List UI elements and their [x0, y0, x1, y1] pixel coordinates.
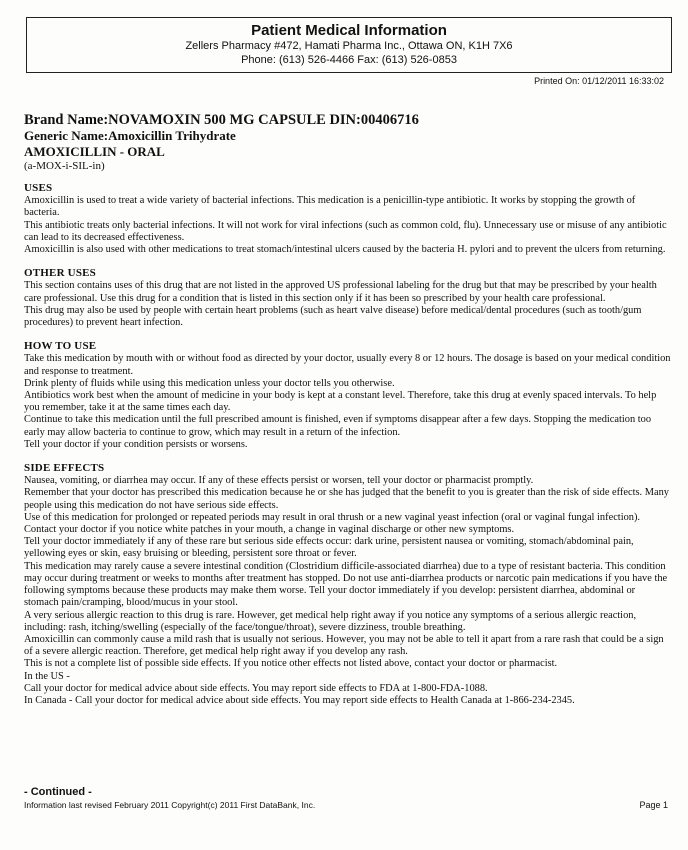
- paragraph: Use of this medication for prolonged or repeated periods may result in oral thrush or a new vaginal yeast infection (oral or vaginal fungal infection). Contact your doctor if you notice white patches in your mouth, a change in vaginal discharge or other new symptoms.: [24, 511, 641, 536]
- paragraph: In the US -: [24, 670, 70, 682]
- paragraph: Nausea, vomiting, or diarrhea may occur. If any of these effects persist or worsen, tell your doctor or pharmacist promptly.: [24, 475, 534, 487]
- generic-name: Generic Name:Amoxicillin Trihydrate: [24, 128, 236, 143]
- section-heading: OTHER USES: [24, 267, 96, 280]
- document-title: Patient Medical Information: [251, 22, 447, 39]
- drug-info: [24, 112, 664, 173]
- paragraph: This is not a complete list of possible side effects. If you notice other effects not listed above, contact your doctor or pharmacist.: [24, 658, 558, 670]
- pharmacy-phone: Phone: (613) 526-4466 Fax: (613) 526-0853: [241, 54, 457, 66]
- section-heading: USES: [24, 182, 53, 194]
- page-number: Page 1: [639, 800, 668, 810]
- paragraph: This medication may rarely cause a severe intestinal condition (Clostridium difficile-associated diarrhea) due to a type of resistant bacteria. This condition may occur during treatment or weeks to months after treatment has stopped. Do not use anti-diarrhea products or narcotic pain medications if you have the following symptoms because these products may make them worse. Tell your doctor immediately if you develop: persistent diarrhea, abdominal or stomach pain/cramping, blood/mucus in your stool.: [24, 560, 668, 609]
- header-box: [26, 17, 672, 73]
- pharmacy-address: Zellers Pharmacy #472, Hamati Pharma Inc., Ottawa ON, K1H 7X6: [185, 40, 513, 52]
- paragraph: This drug may also be used by people with certain heart problems (such as heart valve disease) before medical/dental procedures (such as tooth/gum procedures) to prevent heart infection.: [24, 304, 642, 329]
- section-other-uses: [24, 267, 672, 329]
- section-side-effects: [24, 462, 672, 707]
- drug-title: AMOXICILLIN - ORAL: [24, 144, 165, 159]
- paragraph: Antibiotics work best when the amount of medicine in your body is kept at a constant level. Therefore, take this drug at evenly spaced intervals. To help you remember, take it at the same times each day.: [24, 390, 657, 414]
- section-heading: HOW TO USE: [24, 340, 97, 353]
- paragraph: Call your doctor for medical advice about side effects. You may report side effects to FDA at 1-800-FDA-1088.: [24, 682, 488, 694]
- paragraph: Amoxicillin is used to treat a wide variety of bacterial infections. This medication is a penicillin-type antibiotic. It works by stopping the growth of bacteria.: [24, 195, 636, 219]
- section-heading: SIDE EFFECTS: [24, 462, 105, 475]
- paragraph: In Canada - Call your doctor for medical advice about side effects. You may report side effects to Health Canada at 1-866-234-2345.: [24, 694, 575, 706]
- document-body: [24, 182, 672, 718]
- brand-name: Brand Name:NOVAMOXIN 500 MG CAPSULE DIN:00406716: [24, 112, 419, 128]
- continued-label: - Continued -: [24, 786, 92, 798]
- paragraph: A very serious allergic reaction to this drug is rare. However, get medical help right away if you notice any symptoms of a serious allergic reaction, including: rash, itching/swelling (especially of the face/tongue/throat), severe dizziness, trouble breathing.: [24, 609, 637, 633]
- paragraph: This section contains uses of this drug that are not listed in the approved US professional labeling for the drug but that may be prescribed by your health care professional. Use this drug for a condition that is listed in this section only if it has been so prescribed by your health care professional.: [24, 280, 657, 304]
- pronunciation: (a-MOX-i-SIL-in): [24, 160, 105, 172]
- paragraph: Tell your doctor if your condition persists or worsens.: [24, 438, 248, 450]
- paragraph: Amoxicillin can commonly cause a mild rash that is usually not serious. However, you may not be able to tell it apart from a rare rash that could be a sign of a severe allergic reaction. Therefore, get medical help right away if you develop any rash.: [24, 633, 664, 658]
- paragraph: Drink plenty of fluids while using this medication unless your doctor tells you otherwise.: [24, 377, 395, 389]
- paragraph: Continue to take this medication until the full prescribed amount is finished, even if symptoms disappear after a few days. Stopping the medication too early may allow bacteria to continue to grow, which may result in a return of the infection.: [24, 414, 652, 438]
- section-uses: [24, 182, 672, 256]
- revision-note: Information last revised February 2011 Copyright(c) 2011 First DataBank, Inc.: [24, 800, 316, 810]
- paragraph: Amoxicillin is also used with other medications to treat stomach/intestinal ulcers caused by the bacteria H. pylori and to prevent the ulcers from returning.: [24, 244, 666, 256]
- paragraph: Remember that your doctor has prescribed this medication because he or she has judged that the benefit to you is greater than the risk of side effects. Many people using this medication do not have serious side effects.: [24, 487, 669, 511]
- paragraph: This antibiotic treats only bacterial infections. It will not work for viral infections (such as common cold, flu). Unnecessary use or misuse of any antibiotic can lead to its decreased effectiveness.: [24, 219, 667, 243]
- printed-on-date: Printed On: 01/12/2011 16:33:02: [534, 76, 664, 86]
- paragraph: Take this medication by mouth with or without food as directed by your doctor, usually every 8 or 12 hours. The dosage is based on your medical condition and response to treatment.: [24, 353, 671, 377]
- paragraph: Tell your doctor immediately if any of these rare but serious side effects occur: dark urine, persistent nausea or vomiting, stomach/abdominal pain, yellowing eyes or skin, easy bruising or bleeding, persistent sore throat or fever.: [24, 536, 634, 560]
- section-how-to-use: [24, 340, 672, 451]
